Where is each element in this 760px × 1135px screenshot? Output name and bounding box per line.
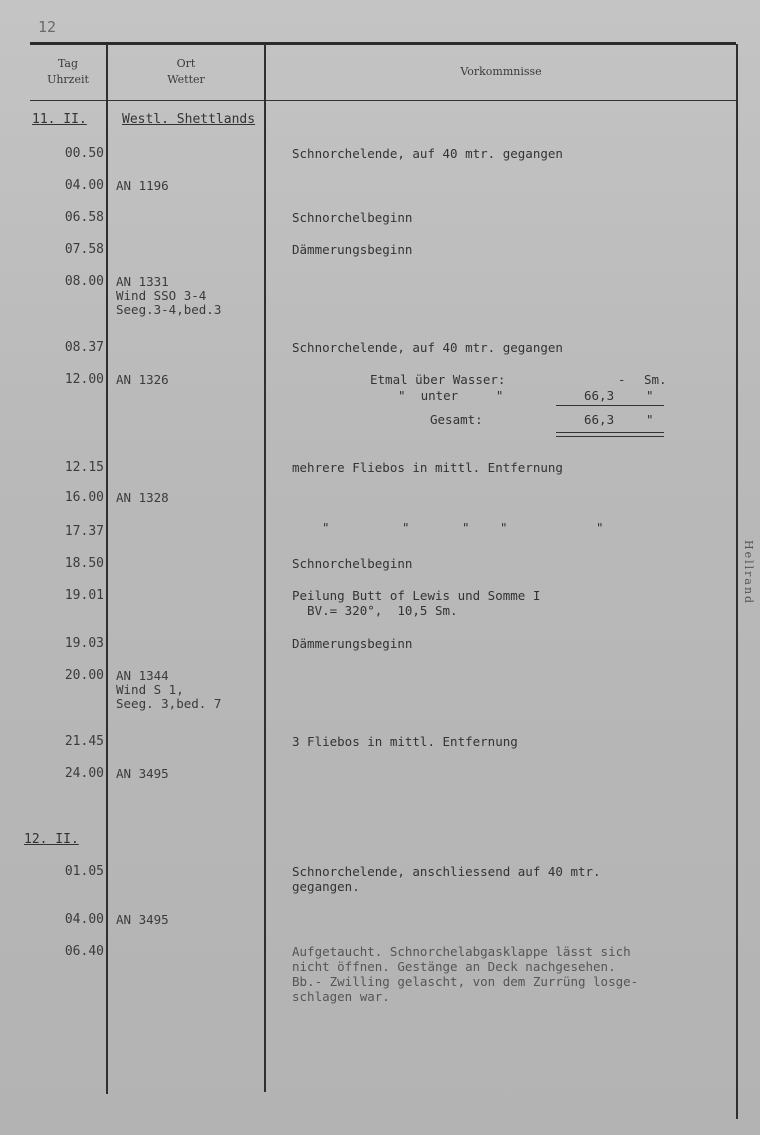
- header-wetter: Wetter: [167, 73, 205, 86]
- day-location: Westl. Shettlands: [122, 112, 256, 127]
- etmal-sum-rule: [556, 405, 664, 406]
- etmal-value-under: 66,3: [584, 388, 615, 403]
- header-uhrzeit: Uhrzeit: [47, 73, 89, 86]
- side-label: Hellrand: [742, 540, 755, 606]
- entry-time: 08.37: [64, 340, 104, 355]
- entry-event: Aufgetaucht. Schnorchelabgasklappe lässt sich nicht öffnen. Gestänge an Deck nachgesehen. Bb.- Zwilling gelascht, von dem Zurrüng losge- schlagen war.: [292, 944, 639, 1004]
- entry-event: mehrere Fliebos in mittl. Entfernung: [292, 460, 563, 475]
- header-vorkommnisse: Vorkommnisse: [460, 65, 542, 78]
- entry-time: 20.00: [64, 668, 104, 683]
- ditto-mark: ": [500, 520, 508, 535]
- entry-time: 12.15: [64, 460, 104, 475]
- day-date: 11. II.: [32, 112, 87, 127]
- etmal-value-over: -: [618, 372, 626, 387]
- etmal-label-total: Gesamt:: [430, 412, 483, 427]
- entry-event: Schnorchelbeginn: [292, 556, 413, 571]
- entry-time: 17.37: [64, 524, 104, 539]
- entry-event: Schnorchelende, auf 40 mtr. gegangen: [292, 146, 563, 161]
- entry-position: AN 1196: [116, 178, 169, 193]
- day-date: 12. II.: [24, 832, 79, 847]
- header-ort: Ort: [176, 57, 196, 70]
- etmal-ditto: ": [646, 388, 654, 403]
- ditto-mark: ": [402, 520, 410, 535]
- etmal-double-rule-top: [556, 432, 664, 433]
- entry-time: 12.00: [64, 372, 104, 387]
- entry-time: 08.00: [64, 274, 104, 289]
- header-tag: Tag: [57, 57, 79, 70]
- entry-time: 16.00: [64, 490, 104, 505]
- entry-time: 06.58: [64, 210, 104, 225]
- header-top-rule: [30, 42, 736, 45]
- entry-time: 07.58: [64, 242, 104, 257]
- header-tag-uhrzeit: [30, 56, 106, 88]
- entry-time: 04.00: [64, 912, 104, 927]
- ditto-mark: ": [322, 520, 330, 535]
- entry-time: 01.05: [64, 864, 104, 879]
- etmal-value-total: 66,3: [584, 412, 615, 427]
- column-divider-2: [264, 44, 266, 1092]
- entry-event: Peilung Butt of Lewis und Somme I BV.= 320°, 10,5 Sm.: [292, 588, 541, 618]
- etmal-label-under: " unter ": [398, 388, 504, 403]
- entry-position: AN 3495: [116, 912, 169, 927]
- ditto-mark: ": [596, 520, 604, 535]
- page-number: 12: [38, 18, 57, 36]
- ditto-mark: ": [462, 520, 470, 535]
- entry-time: 04.00: [64, 178, 104, 193]
- entry-position-weather: AN 1331 Wind SSO 3-4 Seeg.3-4,bed.3: [116, 274, 222, 317]
- etmal-label-over: Etmal über Wasser:: [370, 372, 506, 387]
- header-ort-wetter: [108, 56, 264, 88]
- entry-event: Schnorchelbeginn: [292, 210, 413, 225]
- entry-event: Schnorchelende, anschliessend auf 40 mtr. gegangen.: [292, 864, 601, 894]
- entry-event: Dämmerungsbeginn: [292, 242, 413, 257]
- entry-position: AN 1326: [116, 372, 169, 387]
- entry-time: 19.01: [64, 588, 104, 603]
- entry-time: 18.50: [64, 556, 104, 571]
- etmal-ditto: ": [646, 412, 654, 427]
- entry-event: Schnorchelende, auf 40 mtr. gegangen: [292, 340, 563, 355]
- etmal-unit: Sm.: [644, 372, 667, 387]
- entry-time: 19.03: [64, 636, 104, 651]
- entry-time: 06.40: [64, 944, 104, 959]
- entry-event: 3 Fliebos in mittl. Entfernung: [292, 734, 518, 749]
- column-divider-1: [106, 44, 108, 1094]
- entry-event: Dämmerungsbeginn: [292, 636, 413, 651]
- entry-position: AN 1328: [116, 490, 169, 505]
- header-bottom-rule: [30, 100, 736, 101]
- entry-time: 00.50: [64, 146, 104, 161]
- etmal-double-rule-bottom: [556, 436, 664, 437]
- entry-position-weather: AN 1344 Wind S 1, Seeg. 3,bed. 7: [116, 668, 222, 711]
- right-border: [736, 44, 738, 1119]
- entry-position: AN 3495: [116, 766, 169, 781]
- entry-time: 21.45: [64, 734, 104, 749]
- entry-time: 24.00: [64, 766, 104, 781]
